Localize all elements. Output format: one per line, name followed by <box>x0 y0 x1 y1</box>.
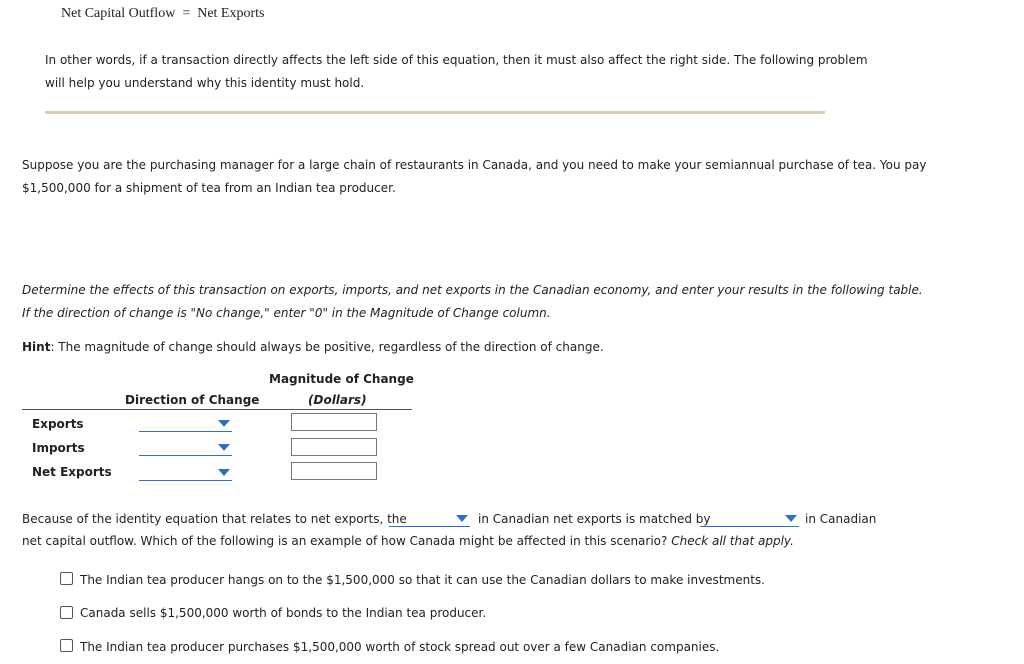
intro-line-2: will help you understand why this identity must hold. <box>45 76 365 90</box>
hint <box>22 340 604 354</box>
option-3-checkbox[interactable] <box>60 639 73 652</box>
intro-line-1: In other words, if a transaction directly affects the left side of this equation, then it must also affect the right side. The following problem <box>45 53 868 67</box>
matching-change-dropdown[interactable] <box>700 508 799 527</box>
section-divider <box>45 111 825 114</box>
exports-direction-dropdown[interactable] <box>139 413 232 432</box>
change-type-dropdown[interactable] <box>389 508 470 527</box>
chevron-down-icon <box>218 420 230 427</box>
question-line-2-text: net capital outflow. Which of the following is an example of how Canada might be affected in this scenario? <box>22 534 668 548</box>
row-label-exports: Exports <box>32 417 84 431</box>
option-2-checkbox[interactable] <box>60 606 73 619</box>
col-magnitude-header: Magnitude of Change <box>269 372 414 386</box>
equation <box>61 6 264 22</box>
net-exports-direction-dropdown[interactable] <box>139 462 232 481</box>
question-part-2: in Canadian net exports is matched by <box>478 512 711 526</box>
scenario-line-2: $1,500,000 for a shipment of tea from an Indian tea producer. <box>22 181 396 195</box>
instructions-line-1: Determine the effects of this transaction on exports, imports, and net exports in the Canadian economy, and enter your results in the following table. <box>22 283 923 297</box>
chevron-down-icon <box>785 515 797 522</box>
col-magnitude-unit: (Dollars) <box>308 393 367 407</box>
chevron-down-icon <box>218 444 230 451</box>
equation-left: Net Capital Outflow <box>61 6 176 21</box>
instructions-line-2: If the direction of change is "No change," enter "0" in the Magnitude of Change column. <box>22 306 551 320</box>
chevron-down-icon <box>218 469 230 476</box>
option-2-label[interactable]: Canada sells $1,500,000 worth of bonds to the Indian tea producer. <box>80 606 487 620</box>
option-1-label[interactable]: The Indian tea producer hangs on to the $1,500,000 so that it can use the Canadian dollars to make investments. <box>80 573 765 587</box>
equation-operator: = <box>182 6 191 21</box>
equation-right: Net Exports <box>197 6 265 21</box>
chevron-down-icon <box>456 515 468 522</box>
question-part-3: in Canadian <box>805 512 877 526</box>
option-1-checkbox[interactable] <box>60 572 73 585</box>
option-3-label[interactable]: The Indian tea producer purchases $1,500,000 worth of stock spread out over a few Canadian companies. <box>80 640 720 654</box>
row-label-imports: Imports <box>32 441 85 455</box>
question-part-1: Because of the identity equation that relates to net exports, the <box>22 512 407 526</box>
net-exports-magnitude-input[interactable] <box>291 462 377 480</box>
row-label-net-exports: Net Exports <box>32 465 112 479</box>
exports-magnitude-input[interactable] <box>291 413 377 431</box>
hint-text: : The magnitude of change should always be positive, regardless of the direction of change. <box>50 340 604 354</box>
hint-label: Hint <box>22 340 51 354</box>
col-direction-header: Direction of Change <box>125 393 260 407</box>
question-line-2 <box>22 534 794 548</box>
table-header-rule <box>22 409 412 410</box>
scenario-line-1: Suppose you are the purchasing manager for a large chain of restaurants in Canada, and you need to make your semiannual purchase of tea. You pay <box>22 158 927 172</box>
imports-direction-dropdown[interactable] <box>139 437 232 456</box>
imports-magnitude-input[interactable] <box>291 438 377 456</box>
question-check-all: Check all that apply. <box>671 534 794 548</box>
